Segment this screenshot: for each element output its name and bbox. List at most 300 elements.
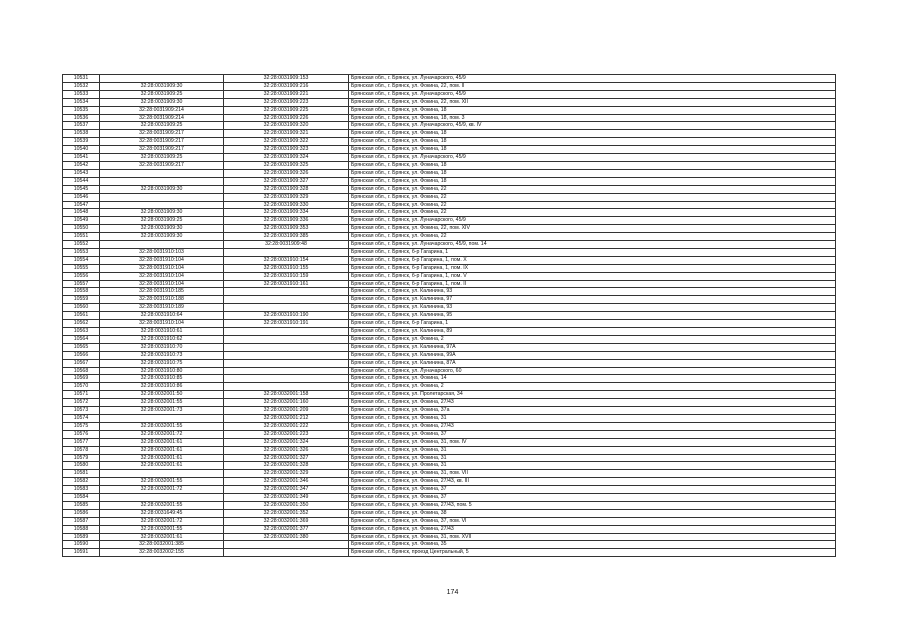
row-number-cell: 10570 [63,383,100,391]
table-row [63,470,836,478]
table-body [63,75,836,557]
address-cell: Брянская обл., г. Брянск, б-р Гагарина, 1, пом. IX [349,264,836,272]
address-cell: Брянская обл., г. Брянск, ул. Фокина, 18 [349,138,836,146]
row-number-cell: 10590 [63,541,100,549]
row-number-cell: 10555 [63,264,100,272]
building-cadastral-cell: 32:28:0031909:327 [224,177,349,185]
row-number-cell: 10569 [63,375,100,383]
address-cell: Брянская обл., г. Брянск, ул. Фокина, 31, пом. IV [349,438,836,446]
building-cadastral-cell: 32:28:0032001:158 [224,391,349,399]
row-number-cell: 10558 [63,288,100,296]
building-cadastral-cell [224,367,349,375]
land-plot-cadastral-cell: 32:28:0031909:30 [100,233,224,241]
row-number-cell: 10557 [63,280,100,288]
land-plot-cadastral-cell: 32:28:0031910:189 [100,304,224,312]
row-number-cell: 10548 [63,209,100,217]
table-row [63,233,836,241]
row-number-cell: 10580 [63,462,100,470]
land-plot-cadastral-cell: 32:28:0031910:85 [100,375,224,383]
building-cadastral-cell: 32:28:0031909:225 [224,106,349,114]
land-plot-cadastral-cell: 32:28:0031910:104 [100,280,224,288]
building-cadastral-cell: 32:28:0031909:329 [224,193,349,201]
row-number-cell: 10584 [63,494,100,502]
row-number-cell: 10540 [63,146,100,154]
land-plot-cadastral-cell [100,414,224,422]
row-number-cell: 10572 [63,399,100,407]
row-number-cell: 10587 [63,517,100,525]
address-cell: Брянская обл., г. Брянск, ул. Фокина, 37 [349,430,836,438]
land-plot-cadastral-cell [100,169,224,177]
building-cadastral-cell: 32:28:0031909:324 [224,154,349,162]
row-number-cell: 10556 [63,272,100,280]
row-number-cell: 10581 [63,470,100,478]
land-plot-cadastral-cell [100,494,224,502]
table-row [63,533,836,541]
building-cadastral-cell: 32:28:0032001:222 [224,422,349,430]
building-cadastral-cell: 32:28:0032001:212 [224,414,349,422]
table-row [63,375,836,383]
table-row [63,193,836,201]
row-number-cell: 10550 [63,225,100,233]
building-cadastral-cell: 32:28:0032001:380 [224,533,349,541]
row-number-cell: 10544 [63,177,100,185]
table-row [63,430,836,438]
address-cell: Брянская обл., г. Брянск, ул. Фокина, 22 [349,193,836,201]
table-row [63,399,836,407]
building-cadastral-cell: 32:28:0031910:159 [224,272,349,280]
table-row [63,272,836,280]
row-number-cell: 10585 [63,501,100,509]
address-cell: Брянская обл., г. Брянск, ул. Фокина, 18 [349,169,836,177]
building-cadastral-cell: 32:28:0032001:346 [224,478,349,486]
land-plot-cadastral-cell: 32:28:0031909:30 [100,82,224,90]
address-cell: Брянская обл., г. Брянск, ул. Фокина, 31, пом. VII [349,470,836,478]
table-row [63,462,836,470]
table-row [63,422,836,430]
land-plot-cadastral-cell: 32:28:0032001:55 [100,525,224,533]
table-row [63,256,836,264]
building-cadastral-cell [224,343,349,351]
table-row [63,438,836,446]
building-cadastral-cell: 32:28:0031909:153 [224,75,349,83]
building-cadastral-cell: 32:28:0032001:160 [224,399,349,407]
row-number-cell: 10562 [63,320,100,328]
table-row [63,312,836,320]
building-cadastral-cell: 32:28:0032001:369 [224,517,349,525]
building-cadastral-cell: 32:28:0031910:190 [224,312,349,320]
page-number: 174 [446,589,459,596]
address-cell: Брянская обл., г. Брянск, ул. Фокина, 37, пом. VI [349,517,836,525]
building-cadastral-cell [224,375,349,383]
table-row [63,549,836,557]
land-plot-cadastral-cell: 32:28:0031910:62 [100,335,224,343]
land-plot-cadastral-cell: 32:28:0031910:73 [100,351,224,359]
table-row [63,486,836,494]
building-cadastral-cell: 32:28:0031909:325 [224,161,349,169]
row-number-cell: 10577 [63,438,100,446]
row-number-cell: 10583 [63,486,100,494]
address-cell: Брянская обл., г. Брянск, ул. Пролетарская, 34 [349,391,836,399]
table-row [63,478,836,486]
land-plot-cadastral-cell: 32:28:0031910:104 [100,272,224,280]
address-cell: Брянская обл., г. Брянск, б-р Гагарина, 1 [349,320,836,328]
table-row [63,367,836,375]
table-row [63,146,836,154]
land-plot-cadastral-cell: 32:28:0031909:25 [100,217,224,225]
address-cell: Брянская обл., г. Брянск, ул. Луначарского, 45/9 [349,217,836,225]
table-row [63,501,836,509]
address-cell: Брянская обл., г. Брянск, ул. Фокина, 27/43, пом. 5 [349,501,836,509]
row-number-cell: 10576 [63,430,100,438]
land-plot-cadastral-cell: 32:28:0032001:55 [100,399,224,407]
table-row [63,161,836,169]
address-cell: Брянская обл., г. Брянск, ул. Калинина, 97 [349,296,836,304]
row-number-cell: 10545 [63,185,100,193]
row-number-cell: 10573 [63,407,100,415]
row-number-cell: 10546 [63,193,100,201]
land-plot-cadastral-cell: 32:28:0032001:61 [100,462,224,470]
land-plot-cadastral-cell: 32:28:0032002:155 [100,549,224,557]
land-plot-cadastral-cell: 32:28:0032001:72 [100,517,224,525]
building-cadastral-cell: 32:28:0032001:350 [224,501,349,509]
row-number-cell: 10534 [63,98,100,106]
address-cell: Брянская обл., г. Брянск, ул. Фокина, 38 [349,509,836,517]
land-plot-cadastral-cell: 32:28:0031910:64 [100,312,224,320]
table-row [63,130,836,138]
table-row [63,241,836,249]
building-cadastral-cell: 32:28:0031909:216 [224,82,349,90]
building-cadastral-cell: 32:28:0031909:48 [224,241,349,249]
table-row [63,217,836,225]
table-row [63,201,836,209]
table-row [63,114,836,122]
building-cadastral-cell [224,328,349,336]
row-number-cell: 10554 [63,256,100,264]
address-cell: Брянская обл., г. Брянск, ул. Фокина, 27/43 [349,422,836,430]
land-plot-cadastral-cell: 32:28:0031910:75 [100,359,224,367]
address-cell: Брянская обл., г. Брянск, б-р Гагарина, 1, пом. II [349,280,836,288]
building-cadastral-cell: 32:28:0031909:221 [224,90,349,98]
table-row [63,264,836,272]
row-number-cell: 10532 [63,82,100,90]
land-plot-cadastral-cell: 32:28:0032001:72 [100,430,224,438]
building-cadastral-cell [224,541,349,549]
cadastral-table [62,74,836,557]
building-cadastral-cell: 32:28:0032001:324 [224,438,349,446]
table-row [63,296,836,304]
land-plot-cadastral-cell: 32:28:0031909:217 [100,146,224,154]
address-cell: Брянская обл., г. Брянск, ул. Фокина, 18, пом. 3 [349,114,836,122]
land-plot-cadastral-cell: 32:28:0032001:73 [100,407,224,415]
row-number-cell: 10566 [63,351,100,359]
building-cadastral-cell: 32:28:0031910:191 [224,320,349,328]
address-cell: Брянская обл., г. Брянск, ул. Фокина, 31 [349,414,836,422]
table-row [63,209,836,217]
building-cadastral-cell: 32:28:0032001:349 [224,494,349,502]
row-number-cell: 10579 [63,454,100,462]
table-row [63,407,836,415]
address-cell: Брянская обл., г. Брянск, ул. Фокина, 37 [349,486,836,494]
address-cell: Брянская обл., г. Брянск, ул. Фокина, 27/43 [349,399,836,407]
building-cadastral-cell: 32:28:0031909:321 [224,130,349,138]
address-cell: Брянская обл., г. Брянск, ул. Фокина, 22 [349,185,836,193]
address-cell: Брянская обл., г. Брянск, ул. Калинина, 89 [349,328,836,336]
table-row [63,328,836,336]
building-cadastral-cell: 32:28:0031909:336 [224,217,349,225]
table-row [63,185,836,193]
land-plot-cadastral-cell: 32:28:0031909:30 [100,185,224,193]
building-cadastral-cell: 32:28:0031909:320 [224,122,349,130]
table-row [63,335,836,343]
building-cadastral-cell: 32:28:0032001:329 [224,470,349,478]
address-cell: Брянская обл., г. Брянск, ул. Фокина, 37 [349,494,836,502]
land-plot-cadastral-cell: 32:28:0031909:30 [100,209,224,217]
land-plot-cadastral-cell: 32:28:0031910:86 [100,383,224,391]
address-cell: Брянская обл., г. Брянск, ул. Фокина, 22 [349,233,836,241]
row-number-cell: 10559 [63,296,100,304]
building-cadastral-cell [224,296,349,304]
land-plot-cadastral-cell [100,201,224,209]
row-number-cell: 10561 [63,312,100,320]
table-row [63,320,836,328]
address-cell: Брянская обл., г. Брянск, ул. Калинина, 95 [349,312,836,320]
document-page [62,74,835,557]
land-plot-cadastral-cell: 32:28:0031909:25 [100,122,224,130]
table-row [63,517,836,525]
row-number-cell: 10551 [63,233,100,241]
table-row [63,359,836,367]
row-number-cell: 10538 [63,130,100,138]
building-cadastral-cell: 32:28:0032001:223 [224,430,349,438]
building-cadastral-cell [224,335,349,343]
address-cell: Брянская обл., г. Брянск, ул. Фокина, 27/43, кв. III [349,478,836,486]
address-cell: Брянская обл., г. Брянск, ул. Фокина, 35 [349,541,836,549]
table-row [63,106,836,114]
table-row [63,225,836,233]
building-cadastral-cell [224,288,349,296]
row-number-cell: 10549 [63,217,100,225]
address-cell: Брянская обл., г. Брянск, ул. Фокина, 22 [349,201,836,209]
land-plot-cadastral-cell: 32:28:0032001:50 [100,391,224,399]
table-row [63,414,836,422]
table-row [63,122,836,130]
table-row [63,383,836,391]
row-number-cell: 10563 [63,328,100,336]
table-row [63,343,836,351]
address-cell: Брянская обл., г. Брянск, ул. Фокина, 27/43 [349,525,836,533]
row-number-cell: 10575 [63,422,100,430]
row-number-cell: 10560 [63,304,100,312]
building-cadastral-cell [224,248,349,256]
address-cell: Брянская обл., г. Брянск, ул. Калинина, 87А [349,359,836,367]
row-number-cell: 10542 [63,161,100,169]
row-number-cell: 10533 [63,90,100,98]
land-plot-cadastral-cell [100,177,224,185]
land-plot-cadastral-cell: 32:28:0031909:217 [100,138,224,146]
table-row [63,351,836,359]
address-cell: Брянская обл., г. Брянск, ул. Луначарского, 45/9 [349,90,836,98]
building-cadastral-cell: 32:28:0031909:330 [224,201,349,209]
building-cadastral-cell: 32:28:0031909:326 [224,169,349,177]
land-plot-cadastral-cell: 32:28:0032001:55 [100,501,224,509]
land-plot-cadastral-cell: 32:28:0031909:217 [100,130,224,138]
row-number-cell: 10553 [63,248,100,256]
address-cell: Брянская обл., г. Брянск, ул. Фокина, 31, пом. XVII [349,533,836,541]
land-plot-cadastral-cell: 32:28:0032001:61 [100,533,224,541]
building-cadastral-cell: 32:28:0032001:352 [224,509,349,517]
address-cell: Брянская обл., г. Брянск, ул. Калинина, 93 [349,304,836,312]
land-plot-cadastral-cell: 32:28:0031909:214 [100,114,224,122]
building-cadastral-cell [224,549,349,557]
land-plot-cadastral-cell: 32:28:0031910:188 [100,296,224,304]
address-cell: Брянская обл., г. Брянск, ул. Фокина, 14 [349,375,836,383]
address-cell: Брянская обл., г. Брянск, ул. Фокина, 31 [349,446,836,454]
row-number-cell: 10591 [63,549,100,557]
address-cell: Брянская обл., г. Брянск, ул. Луначарского, 45/9, пом. 14 [349,241,836,249]
building-cadastral-cell: 32:28:0031909:334 [224,209,349,217]
address-cell: Брянская обл., г. Брянск, ул. Фокина, 2 [349,383,836,391]
address-cell: Брянская обл., г. Брянск, ул. Луначарского, 45/9 [349,154,836,162]
row-number-cell: 10535 [63,106,100,114]
table-row [63,154,836,162]
building-cadastral-cell: 32:28:0031909:353 [224,225,349,233]
address-cell: Брянская обл., г. Брянск, ул. Фокина, 22, пом. II [349,82,836,90]
row-number-cell: 10589 [63,533,100,541]
row-number-cell: 10574 [63,414,100,422]
table-row [63,446,836,454]
land-plot-cadastral-cell: 32:28:0031910:185 [100,288,224,296]
address-cell: Брянская обл., г. Брянск, проезд Центральный, 5 [349,549,836,557]
land-plot-cadastral-cell: 32:28:0032001:72 [100,486,224,494]
building-cadastral-cell: 32:28:0032001:326 [224,446,349,454]
table-row [63,541,836,549]
address-cell: Брянская обл., г. Брянск, ул. Калинина, 99А [349,351,836,359]
row-number-cell: 10552 [63,241,100,249]
table-row [63,494,836,502]
address-cell: Брянская обл., г. Брянск, ул. Фокина, 18 [349,161,836,169]
building-cadastral-cell: 32:28:0031909:223 [224,98,349,106]
table-row [63,75,836,83]
row-number-cell: 10586 [63,509,100,517]
land-plot-cadastral-cell: 32:28:0031909:30 [100,225,224,233]
row-number-cell: 10543 [63,169,100,177]
land-plot-cadastral-cell [100,193,224,201]
row-number-cell: 10536 [63,114,100,122]
row-number-cell: 10541 [63,154,100,162]
address-cell: Брянская обл., г. Брянск, ул. Фокина, 37а [349,407,836,415]
land-plot-cadastral-cell: 32:28:0031910:104 [100,320,224,328]
row-number-cell: 10564 [63,335,100,343]
table-row [63,288,836,296]
row-number-cell: 10531 [63,75,100,83]
land-plot-cadastral-cell [100,470,224,478]
address-cell: Брянская обл., г. Брянск, ул. Фокина, 22, пом. XII [349,98,836,106]
building-cadastral-cell: 32:28:0031910:161 [224,280,349,288]
land-plot-cadastral-cell [100,241,224,249]
land-plot-cadastral-cell: 32:28:0031909:214 [100,106,224,114]
table-row [63,98,836,106]
land-plot-cadastral-cell: 32:28:0031910:103 [100,248,224,256]
address-cell: Брянская обл., г. Брянск, ул. Фокина, 18 [349,130,836,138]
table-row [63,454,836,462]
address-cell: Брянская обл., г. Брянск, ул. Луначарского, 60 [349,367,836,375]
table-row [63,391,836,399]
table-row [63,138,836,146]
land-plot-cadastral-cell [100,75,224,83]
row-number-cell: 10537 [63,122,100,130]
table-row [63,509,836,517]
building-cadastral-cell: 32:28:0032001:347 [224,486,349,494]
land-plot-cadastral-cell: 32:28:0031649:45 [100,509,224,517]
land-plot-cadastral-cell: 32:28:0032001:385 [100,541,224,549]
table-row [63,177,836,185]
building-cadastral-cell: 32:28:0032001:377 [224,525,349,533]
land-plot-cadastral-cell: 32:28:0031909:25 [100,154,224,162]
building-cadastral-cell: 32:28:0031909:385 [224,233,349,241]
row-number-cell: 10565 [63,343,100,351]
table-row [63,304,836,312]
address-cell: Брянская обл., г. Брянск, ул. Калинина, 97А [349,343,836,351]
building-cadastral-cell [224,359,349,367]
building-cadastral-cell [224,351,349,359]
row-number-cell: 10567 [63,359,100,367]
table-row [63,169,836,177]
land-plot-cadastral-cell: 32:28:0032001:61 [100,454,224,462]
building-cadastral-cell: 32:28:0031909:322 [224,138,349,146]
land-plot-cadastral-cell: 32:28:0032001:61 [100,438,224,446]
table-row [63,280,836,288]
address-cell: Брянская обл., г. Брянск, ул. Фокина, 18 [349,106,836,114]
land-plot-cadastral-cell: 32:28:0031909:217 [100,161,224,169]
address-cell: Брянская обл., г. Брянск, б-р Гагарина, 1, пом. V [349,272,836,280]
building-cadastral-cell: 32:28:0032001:209 [224,407,349,415]
building-cadastral-cell: 32:28:0031910:154 [224,256,349,264]
building-cadastral-cell [224,304,349,312]
building-cadastral-cell: 32:28:0031909:328 [224,185,349,193]
table-row [63,82,836,90]
row-number-cell: 10582 [63,478,100,486]
address-cell: Брянская обл., г. Брянск, б-р Гагарина, 1, пом. X [349,256,836,264]
address-cell: Брянская обл., г. Брянск, ул. Фокина, 18 [349,177,836,185]
table-row [63,525,836,533]
table-row [63,248,836,256]
building-cadastral-cell: 32:28:0031910:155 [224,264,349,272]
address-cell: Брянская обл., г. Брянск, ул. Фокина, 22 [349,209,836,217]
land-plot-cadastral-cell: 32:28:0031910:61 [100,328,224,336]
building-cadastral-cell [224,383,349,391]
land-plot-cadastral-cell: 32:28:0031909:25 [100,90,224,98]
land-plot-cadastral-cell: 32:28:0032001:55 [100,422,224,430]
land-plot-cadastral-cell: 32:28:0031910:104 [100,264,224,272]
building-cadastral-cell: 32:28:0032001:327 [224,454,349,462]
address-cell: Брянская обл., г. Брянск, ул. Луначарского, 45/9, кв. IV [349,122,836,130]
address-cell: Брянская обл., г. Брянск, ул. Фокина, 31 [349,462,836,470]
row-number-cell: 10588 [63,525,100,533]
address-cell: Брянская обл., г. Брянск, б-р Гагарина, 1 [349,248,836,256]
land-plot-cadastral-cell: 32:28:0031910:80 [100,367,224,375]
row-number-cell: 10539 [63,138,100,146]
row-number-cell: 10547 [63,201,100,209]
land-plot-cadastral-cell: 32:28:0031910:104 [100,256,224,264]
building-cadastral-cell: 32:28:0031909:226 [224,114,349,122]
land-plot-cadastral-cell: 32:28:0031910:70 [100,343,224,351]
land-plot-cadastral-cell: 32:28:0032001:61 [100,446,224,454]
row-number-cell: 10568 [63,367,100,375]
row-number-cell: 10571 [63,391,100,399]
address-cell: Брянская обл., г. Брянск, ул. Фокина, 18 [349,146,836,154]
address-cell: Брянская обл., г. Брянск, ул. Луначарского, 45/9 [349,75,836,83]
row-number-cell: 10578 [63,446,100,454]
